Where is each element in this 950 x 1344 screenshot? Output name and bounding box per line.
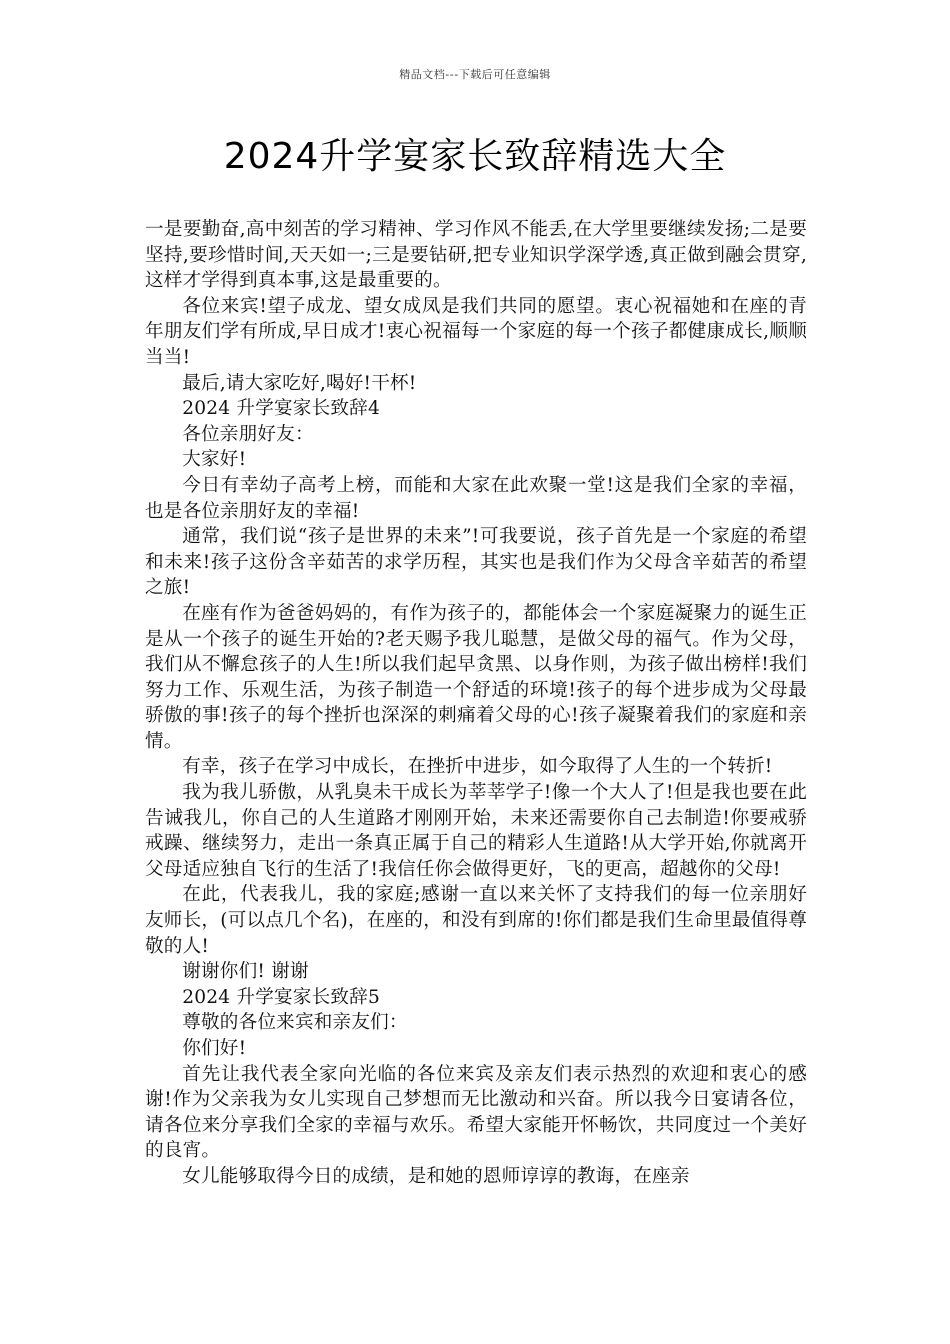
paragraph: 一是要勤奋,高中刻苦的学习精神、学习作风不能丢,在大学里要继续发扬;二是要坚持,要珍惜时间,天天如一;三是要钻研,把专业知识学深学透,真正做到融会贯穿,这样才学得到真本事,这是最重要的。 (145, 219, 807, 292)
paragraph: 在此，代表我儿，我的家庭;感谢一直以来关怀了支持我们的每一位亲朋好友师长，(可以点几个名)，在座的，和没有到席的!你们都是我们生命里最值得尊敬的人! (145, 884, 807, 957)
paragraph: 女儿能够取得今日的成绩，是和她的恩师谆谆的教诲，在座亲 (182, 1165, 690, 1187)
section-heading: 2024 升学宴家长致辞4 (182, 398, 381, 420)
page-header-note: 精品文档---下载后可任意编辑 (399, 68, 551, 81)
paragraph: 最后,请大家吃好,喝好!干杯! (182, 372, 417, 394)
salutation: 尊敬的各位来宾和亲友们： (182, 1012, 408, 1034)
section-heading: 2024 升学宴家长致辞5 (182, 986, 381, 1008)
paragraph: 在座有作为爸爸妈妈的，有作为孩子的，都能体会一个家庭凝聚力的诞生正是从一个孩子的诞生开始的?老天赐予我儿聪慧，是做父母的福气。作为父母，我们从不懈怠孩子的人生!所以我们起早贪黑、以身作则，为孩子做出榜样!我们努力工作、乐观生活，为孩子制造一个舒适的环境!孩子的每个进步成为父母最骄傲的事!孩子的每个挫折也深深的刺痛着父母的心!孩子凝聚着我们的家庭和亲情。 (145, 602, 807, 752)
paragraph: 有幸，孩子在学习中成长，在挫折中进步，如今取得了人生的一个转折! (182, 756, 773, 778)
paragraph: 首先让我代表全家向光临的各位来宾及亲友们表示热烈的欢迎和衷心的感谢!作为父亲我为女儿实现自己梦想而无比激动和兴奋。所以我今日宴请各位，请各位来分享我们全家的幸福与欢乐。希望大家能开怀畅饮，共同度过一个美好的良宵。 (145, 1063, 807, 1162)
paragraph: 各位来宾!望子成龙、望女成凤是我们共同的愿望。衷心祝福她和在座的青年朋友们学有所成,早日成才!衷心祝福每一个家庭的每一个孩子都健康成长,顺顺当当! (145, 295, 807, 368)
greeting: 你们好! (182, 1038, 247, 1059)
document-body (145, 217, 807, 1190)
paragraph: 我为我儿骄傲，从乳臭未干成长为莘莘学子!像一个大人了!但是我也要在此告诫我儿，你自己的人生道路才刚刚开始，未来还需要你自己去制造!你要戒骄戒躁、继续努力，走出一条真正属于自己的精彩人生道路!从大学开始,你就离开父母适应独自飞行的生活了!我信任你会做得更好，飞的更高，超越你的父母! (145, 782, 807, 880)
salutation: 各位亲朋好友： (182, 423, 314, 445)
document-title: 2024升学宴家长致辞精选大全 (223, 136, 727, 177)
closing-line: 谢谢你们! 谢谢 (182, 961, 309, 983)
paragraph: 通常，我们说“孩子是世界的未来”!可我要说，孩子首先是一个家庭的希望和未来!孩子这份含辛茹苦的求学历程，其实也是我们作为父母含辛茹苦的希望之旅! (145, 526, 807, 599)
paragraph: 今日有幸幼子高考上榜，而能和大家在此欢聚一堂!这是我们全家的幸福，也是各位亲朋好友的幸福! (145, 474, 807, 522)
greeting: 大家好! (182, 449, 247, 471)
